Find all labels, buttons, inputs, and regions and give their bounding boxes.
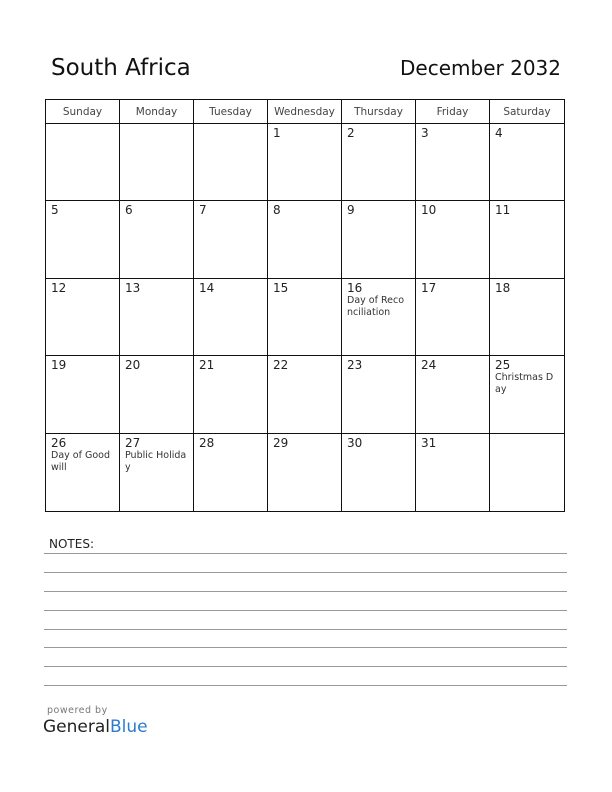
day-cell: [194, 279, 268, 356]
day-cell: [194, 434, 268, 511]
weekday-header: Sunday: [46, 100, 120, 124]
day-number: 28: [199, 435, 215, 450]
day-number: 12: [51, 280, 67, 295]
day-cell: [416, 279, 490, 356]
day-number: 23: [347, 358, 363, 373]
calendar-grid: [45, 99, 565, 512]
day-number: 24: [421, 358, 437, 373]
weekday-header: Monday: [120, 100, 194, 124]
day-number: 9: [347, 203, 355, 218]
day-number: 26: [51, 435, 67, 450]
day-number: 10: [421, 203, 437, 218]
day-cell: [416, 201, 490, 278]
powered-by: powered by: [47, 705, 108, 716]
day-cell: [268, 279, 342, 356]
day-number: 30: [347, 435, 363, 450]
day-cell: [268, 434, 342, 511]
day-number: 19: [51, 358, 67, 373]
day-cell: [268, 124, 342, 201]
weekday-header: Tuesday: [194, 100, 268, 124]
day-cell: [268, 356, 342, 433]
day-cell: [342, 201, 416, 278]
day-number: 22: [273, 358, 289, 373]
day-number: 27: [125, 435, 141, 450]
day-cell: [342, 356, 416, 433]
day-number: 5: [51, 203, 59, 218]
day-cell: [342, 434, 416, 511]
day-cell: [490, 279, 564, 356]
holiday-label: Public Holiday: [125, 449, 187, 473]
day-cell: [416, 356, 490, 433]
holiday-label: Christmas Day: [495, 372, 554, 396]
day-number: 16: [347, 280, 363, 295]
day-cell: [416, 434, 490, 511]
day-cell: [490, 356, 564, 433]
day-cell: [120, 124, 194, 201]
day-cell: [46, 356, 120, 433]
note-line: [44, 572, 567, 573]
note-line: [44, 553, 567, 554]
day-number: 1: [273, 126, 281, 140]
note-line: [44, 629, 567, 630]
day-cell: [46, 124, 120, 201]
brand-general: General: [43, 717, 110, 737]
day-number: 29: [273, 435, 289, 450]
day-cell: [490, 124, 564, 201]
day-cell: [342, 279, 416, 356]
day-cell: [194, 356, 268, 433]
day-cell: [194, 201, 268, 278]
day-number: 3: [421, 126, 429, 140]
day-number: 25: [495, 358, 511, 373]
day-cell: [46, 279, 120, 356]
weekday-header: Thursday: [342, 100, 416, 124]
note-line: [44, 647, 567, 648]
note-line: [44, 591, 567, 592]
day-number: 20: [125, 358, 141, 373]
weekday-header: Saturday: [490, 100, 564, 124]
generalblue-logo: [43, 717, 148, 737]
day-number: 2: [347, 126, 355, 140]
day-cell: [120, 434, 194, 511]
weekday-header: Wednesday: [268, 100, 342, 124]
weekday-header: Friday: [416, 100, 490, 124]
note-line: [44, 666, 567, 667]
day-number: 4: [495, 126, 503, 140]
day-number: 6: [125, 203, 133, 218]
day-cell: [416, 124, 490, 201]
day-number: 13: [125, 280, 141, 295]
day-cell: [490, 201, 564, 278]
day-cell: [194, 124, 268, 201]
day-cell: [46, 201, 120, 278]
day-number: 11: [495, 203, 511, 218]
day-cell: [120, 201, 194, 278]
day-number: 14: [199, 280, 215, 295]
day-cell: [342, 124, 416, 201]
note-line: [44, 685, 567, 686]
day-number: 8: [273, 203, 281, 218]
holiday-label: Day of Reconciliation: [347, 294, 405, 318]
holiday-label: Day of Goodwill: [51, 449, 110, 473]
brand-blue: Blue: [110, 717, 148, 737]
day-cell: [268, 201, 342, 278]
day-cell: [490, 434, 564, 511]
day-number: 15: [273, 280, 289, 295]
day-cell: [120, 356, 194, 433]
day-number: 21: [199, 358, 215, 373]
day-cell: [120, 279, 194, 356]
day-number: 31: [421, 435, 437, 450]
note-line: [44, 610, 567, 611]
day-cell: [46, 434, 120, 511]
day-number: 18: [495, 280, 511, 295]
day-number: 7: [199, 203, 207, 218]
day-number: 17: [421, 280, 437, 295]
country-title: South Africa: [51, 55, 191, 81]
month-title: December 2032: [400, 56, 561, 80]
notes-label: NOTES:: [49, 537, 94, 551]
